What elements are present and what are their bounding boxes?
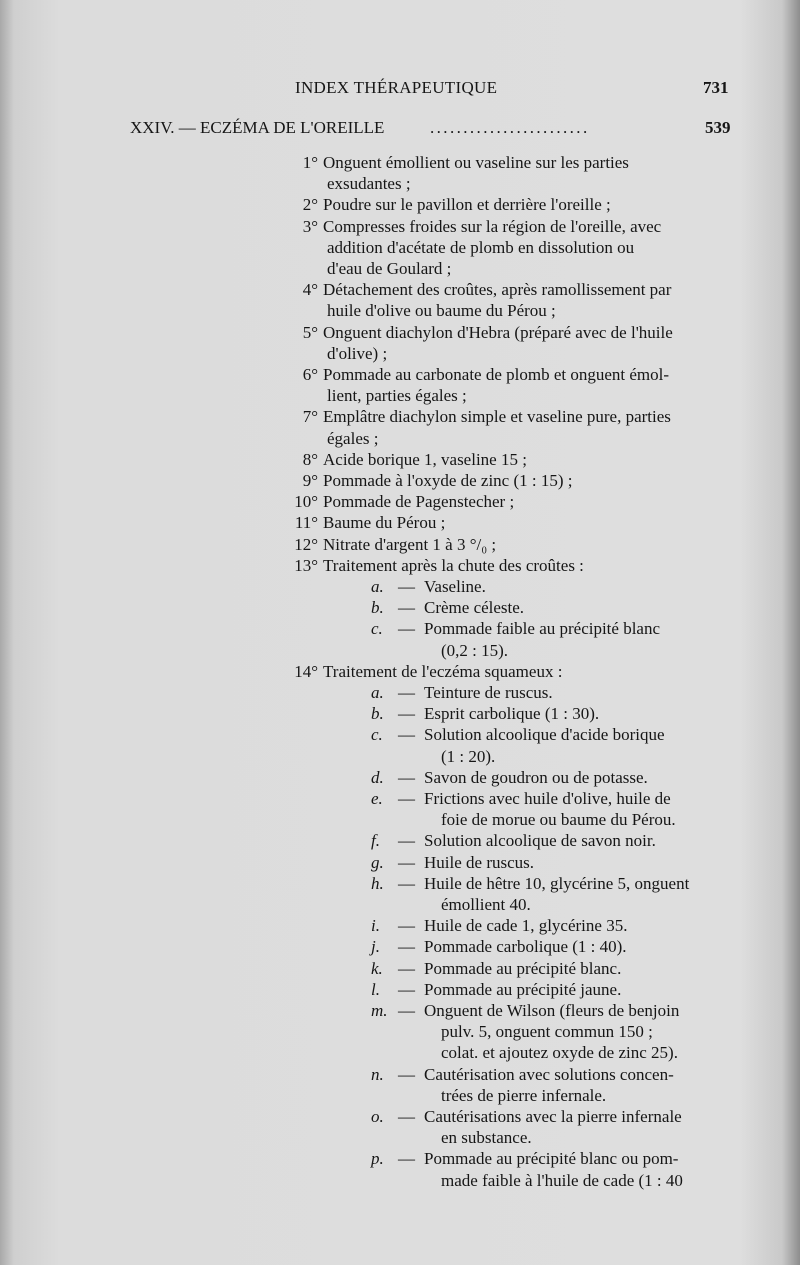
sub-list-item-text-continued: (1 : 20). [441, 746, 496, 766]
sub-list-item-dash: — [398, 598, 415, 618]
sub-list-item-letter: h. [371, 873, 384, 893]
sub-list-item-dash: — [398, 767, 415, 787]
sub-list-item-text: Pommade carbolique (1 : 40). [424, 937, 627, 957]
sub-list-item-letter: c. [371, 725, 383, 745]
list-item-number: 4° [302, 280, 318, 300]
list-item-number: 3° [302, 216, 318, 236]
list-item-text: Baume du Pérou ; [323, 513, 446, 533]
sub-list-item-text: Pommade au précipité blanc. [424, 958, 622, 978]
sub-list-item-letter: a. [371, 577, 384, 596]
sub-list-item-text: Cautérisations avec la pierre infernale [424, 1107, 682, 1126]
sub-list-item-text-continued: en substance. [441, 1128, 532, 1148]
sub-list-item-text: Solution alcoolique d'acide borique [424, 725, 665, 745]
sub-list-item-text: Esprit carbolique (1 : 30). [424, 704, 600, 724]
sub-list-item-dash: — [398, 979, 415, 999]
sub-list-item-dash: — [398, 958, 415, 978]
list-item-text: Détachement des croûtes, après ramollissement par [323, 280, 672, 300]
list-item-text: Nitrate d'argent 1 à 3 °/₀ ; [323, 534, 497, 554]
sub-list-item-text: Pommade faible au précipité blanc [424, 619, 661, 639]
list-item-number: 10° [294, 492, 318, 512]
sub-list-item-text: Savon de goudron ou de potasse. [424, 767, 648, 787]
section-heading-label: XXIV. — ECZÉMA DE L'OREILLE [130, 118, 385, 137]
sub-list-item-text-continued: trées de pierre infernale. [441, 1085, 607, 1105]
sub-list-item-letter: d. [371, 767, 384, 787]
running-header [0, 78, 800, 104]
section-heading-page-ref: 539 [705, 118, 731, 137]
section-heading [130, 118, 740, 142]
sub-list-item-letter: c. [371, 619, 383, 639]
list-item-text-continued: addition d'acétate de plomb en dissolution ou [327, 237, 635, 257]
sub-list-item-text-continued: colat. et ajoutez oxyde de zinc 25). [441, 1043, 678, 1063]
list-item-number: 13° [294, 555, 318, 575]
sub-list-item-text: Huile de ruscus. [424, 852, 535, 872]
sub-list-item-letter: a. [371, 683, 384, 702]
list-item-number: 5° [302, 322, 318, 342]
running-header-title: INDEX THÉRAPEUTIQUE [295, 78, 498, 97]
list-item-text: Pommade au carbonate de plomb et onguent émol- [323, 365, 670, 384]
sub-list-item-text-continued: pulv. 5, onguent commun 150 ; [441, 1022, 653, 1042]
list-item-text: Traitement après la chute des croûtes : [323, 555, 584, 575]
sub-list-item-text: Onguent de Wilson (fleurs de benjoin [424, 1001, 680, 1020]
list-item-number: 14° [294, 661, 318, 681]
sub-list-item-text: Frictions avec huile d'olive, huile de [424, 789, 671, 808]
sub-list-item-letter: k. [371, 958, 383, 978]
list-item-number: 11° [294, 513, 318, 533]
sub-list-item-letter: e. [371, 789, 383, 808]
list-item-number: 1° [302, 153, 318, 172]
list-item-text: Pommade à l'oxyde de zinc (1 : 15) ; [323, 471, 573, 490]
sub-list-item-text-continued: foie de morue ou baume du Pérou. [441, 810, 676, 830]
sub-list-item-dash: — [398, 725, 415, 745]
sub-list-item-letter: i. [371, 916, 380, 936]
list-item-text-continued: d'eau de Goulard ; [327, 258, 452, 278]
list-item-text-continued: lient, parties égales ; [327, 386, 467, 406]
sub-list-item-text: Solution alcoolique de savon noir. [424, 831, 656, 851]
list-item-number: 9° [302, 471, 318, 490]
list-item-text-continued: d'olive) ; [327, 343, 388, 363]
sub-list-item-letter: p. [371, 1149, 384, 1169]
sub-list-item-dash: — [398, 704, 415, 724]
sub-list-item-dash: — [398, 852, 415, 872]
sub-list-item-letter: m. [371, 1001, 388, 1020]
sub-list-item-dash: — [398, 1001, 415, 1020]
sub-list-item-dash: — [398, 1149, 415, 1169]
sub-list-item-text: Crème céleste. [424, 598, 525, 618]
sub-list-item-text-continued: made faible à l'huile de cade (1 : 40 [441, 1170, 683, 1190]
sub-list-item-letter: b. [371, 598, 384, 618]
list-item-text: Poudre sur le pavillon et derrière l'oreille ; [323, 195, 611, 215]
page-number: 731 [703, 78, 729, 97]
list-item-text: Acide borique 1, vaseline 15 ; [323, 449, 527, 469]
list-item-number: 2° [302, 195, 318, 215]
sub-list-item-dash: — [398, 577, 415, 596]
list-item-number: 8° [302, 449, 318, 469]
section-heading-leader-dots: ........................ [430, 118, 590, 137]
sub-list-item-letter: b. [371, 704, 384, 724]
list-item-text-continued: égales ; [327, 428, 379, 448]
sub-list-item-letter: l. [371, 979, 380, 999]
sub-list-item-dash: — [398, 1107, 415, 1126]
sub-list-item-dash: — [398, 789, 415, 808]
sub-list-item-dash: — [398, 619, 415, 639]
sub-list-item-text: Vaseline. [424, 577, 486, 596]
list-item-text-continued: huile d'olive ou baume du Pérou ; [327, 301, 556, 321]
sub-list-item-text: Pommade au précipité blanc ou pom- [424, 1149, 679, 1169]
list-item-text: Onguent diachylon d'Hebra (préparé avec de l'huile [323, 322, 673, 342]
list-item-number: 6° [302, 365, 318, 384]
sub-list-item-letter: f. [371, 831, 380, 851]
list-item-text: Compresses froides sur la région de l'oreille, avec [323, 216, 662, 236]
sub-list-item-text: Cautérisation avec solutions concen- [424, 1064, 674, 1084]
sub-list-item-dash: — [398, 683, 415, 702]
list-item-text: Pommade de Pagenstecher ; [323, 492, 515, 512]
sub-list-item-text: Huile de hêtre 10, glycérine 5, onguent [424, 873, 690, 893]
list-item-text: Traitement de l'eczéma squameux : [323, 661, 563, 681]
sub-list-item-text: Huile de cade 1, glycérine 35. [424, 916, 628, 936]
sub-list-item-dash: — [398, 916, 415, 936]
sub-list-item-dash: — [398, 1064, 415, 1084]
list-item-number: 7° [302, 407, 318, 427]
list-item-text-continued: exsudantes ; [327, 174, 411, 194]
list-item-text: Emplâtre diachylon simple et vaseline pure, parties [323, 407, 671, 427]
sub-list-item-dash: — [398, 831, 415, 851]
sub-list-item-text-continued: émollient 40. [441, 894, 531, 914]
sub-list-item-dash: — [398, 873, 415, 893]
sub-list-item-text: Pommade au précipité jaune. [424, 979, 622, 999]
sub-list-item-letter: n. [371, 1064, 384, 1084]
sub-list-item-text: Teinture de ruscus. [424, 683, 553, 702]
sub-list-item-dash: — [398, 937, 415, 957]
sub-list-item-letter: j. [371, 937, 380, 957]
sub-list-item-text-continued: (0,2 : 15). [441, 640, 509, 660]
sub-list-item-letter: g. [371, 852, 384, 872]
list-item-number: 12° [294, 534, 318, 554]
list-item-text: Onguent émollient ou vaseline sur les parties [323, 153, 629, 172]
sub-list-item-letter: o. [371, 1107, 384, 1126]
